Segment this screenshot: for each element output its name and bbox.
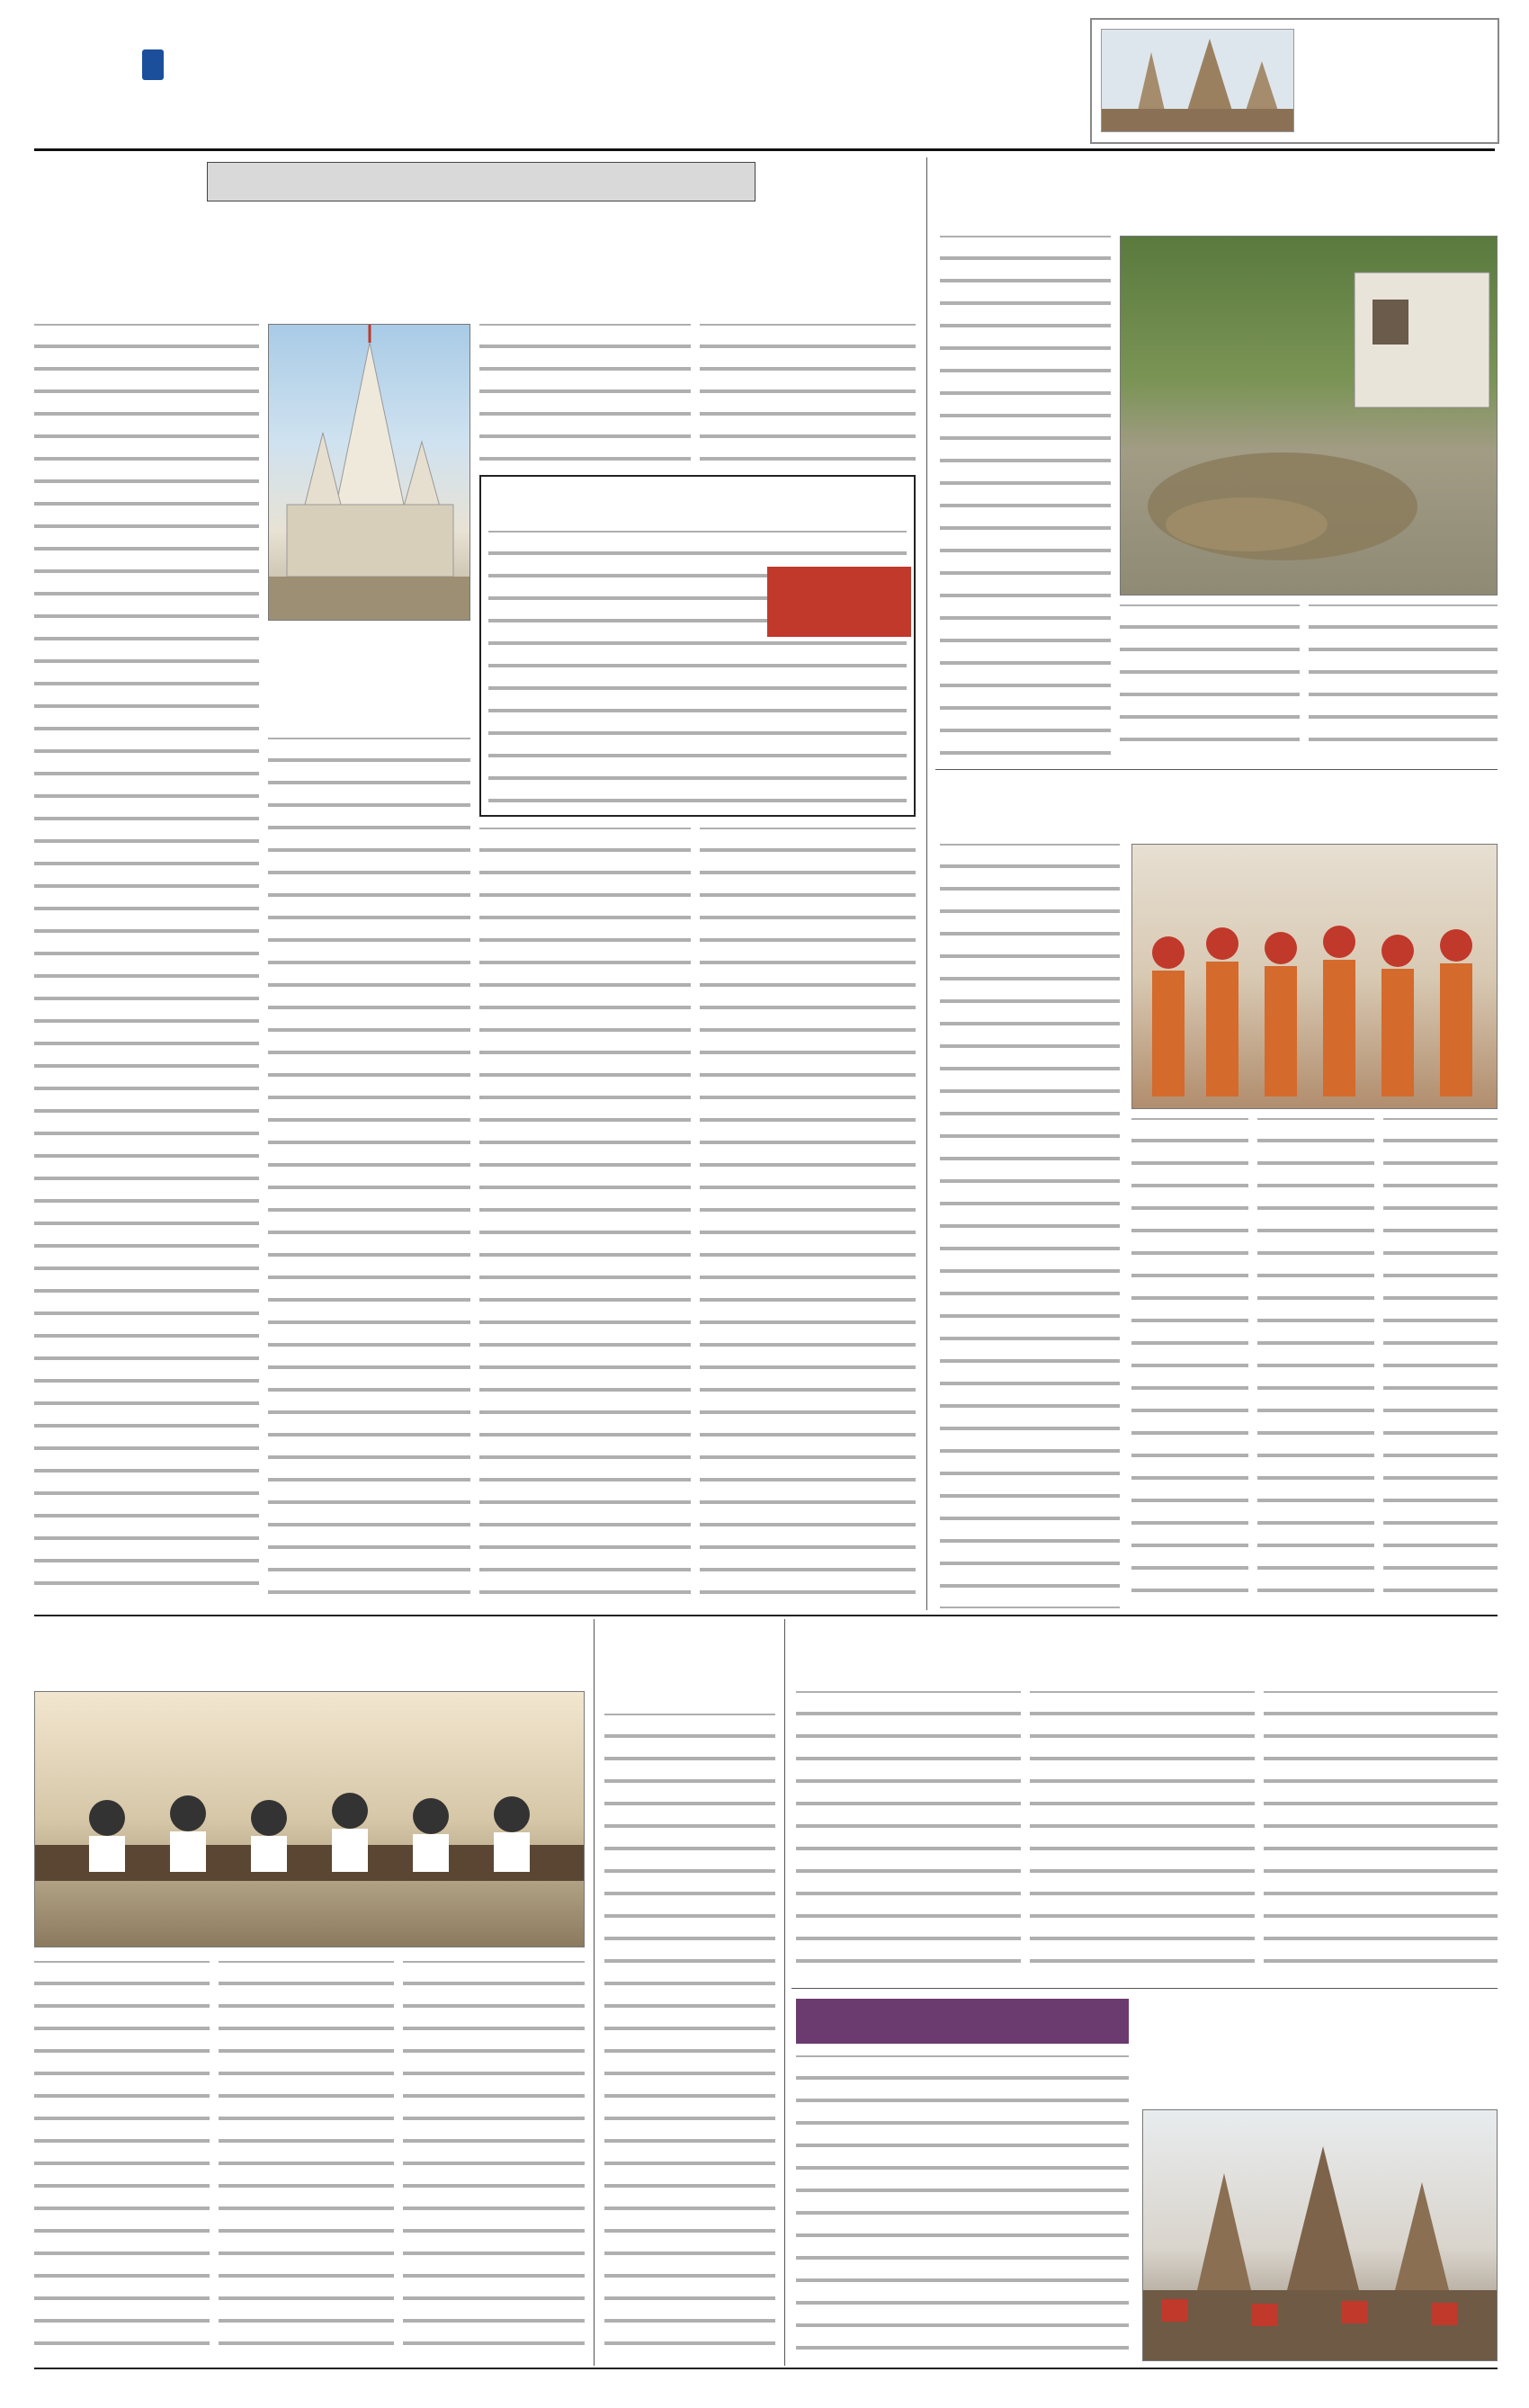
midday-meal-column-2 xyxy=(1030,1691,1255,1979)
srimandir-column-5 xyxy=(479,828,691,1601)
chariots-illustration xyxy=(1143,2110,1498,2361)
bjp-column-4 xyxy=(1383,1118,1498,1608)
road-column-1 xyxy=(940,236,1111,757)
bjp-column-1 xyxy=(940,844,1120,1608)
waterlogged-road-photo[interactable] xyxy=(1120,236,1498,595)
chariot-illustration xyxy=(1102,30,1293,131)
rath-column-1 xyxy=(796,2055,1129,2361)
chariot-thumbnail xyxy=(1101,29,1294,132)
road-divider xyxy=(935,769,1498,770)
temple-photo[interactable] xyxy=(268,324,470,621)
bjp-group-photo[interactable] xyxy=(1131,844,1498,1109)
bjp-column-2 xyxy=(1131,1118,1248,1608)
promo-box[interactable] xyxy=(1090,18,1499,144)
committee-highlight xyxy=(767,567,911,637)
midday-divider xyxy=(791,1988,1498,1989)
temple-illustration xyxy=(269,325,470,621)
column-divider-2 xyxy=(594,1619,595,2366)
janasunani-column-1 xyxy=(34,1961,210,2357)
road-column-2 xyxy=(1120,604,1300,757)
road-illustration xyxy=(1121,237,1498,595)
rath-chariot-photo[interactable] xyxy=(1142,2109,1498,2361)
srimandir-column-3 xyxy=(700,324,916,468)
masthead-rule xyxy=(34,148,1495,151)
srimandir-kicker xyxy=(207,162,756,201)
meeting-illustration xyxy=(35,1692,585,1947)
midday-meal-column-1 xyxy=(796,1691,1021,1979)
janasunani-photo[interactable] xyxy=(34,1691,585,1947)
column-divider-3 xyxy=(784,1619,785,2366)
midday-meal-column-3 xyxy=(1264,1691,1498,1979)
srimandir-column-4 xyxy=(268,738,470,1601)
group-illustration xyxy=(1132,845,1498,1109)
road-column-3 xyxy=(1309,604,1498,757)
rath-headline[interactable] xyxy=(796,1999,1129,2044)
murder-column xyxy=(604,1714,775,2357)
janasunani-column-3 xyxy=(403,1961,585,2357)
srimandir-column-2 xyxy=(479,324,691,468)
section-divider-1 xyxy=(34,1615,1498,1616)
bjp-column-3 xyxy=(1257,1118,1374,1608)
janasunani-column-2 xyxy=(219,1961,394,2357)
srimandir-column-6 xyxy=(700,828,916,1601)
section-divider-2 xyxy=(34,2368,1498,2369)
column-divider xyxy=(926,157,927,1610)
queue-darshan-box xyxy=(479,475,916,817)
paper-name xyxy=(142,49,164,80)
srimandir-column-1 xyxy=(34,324,259,1601)
